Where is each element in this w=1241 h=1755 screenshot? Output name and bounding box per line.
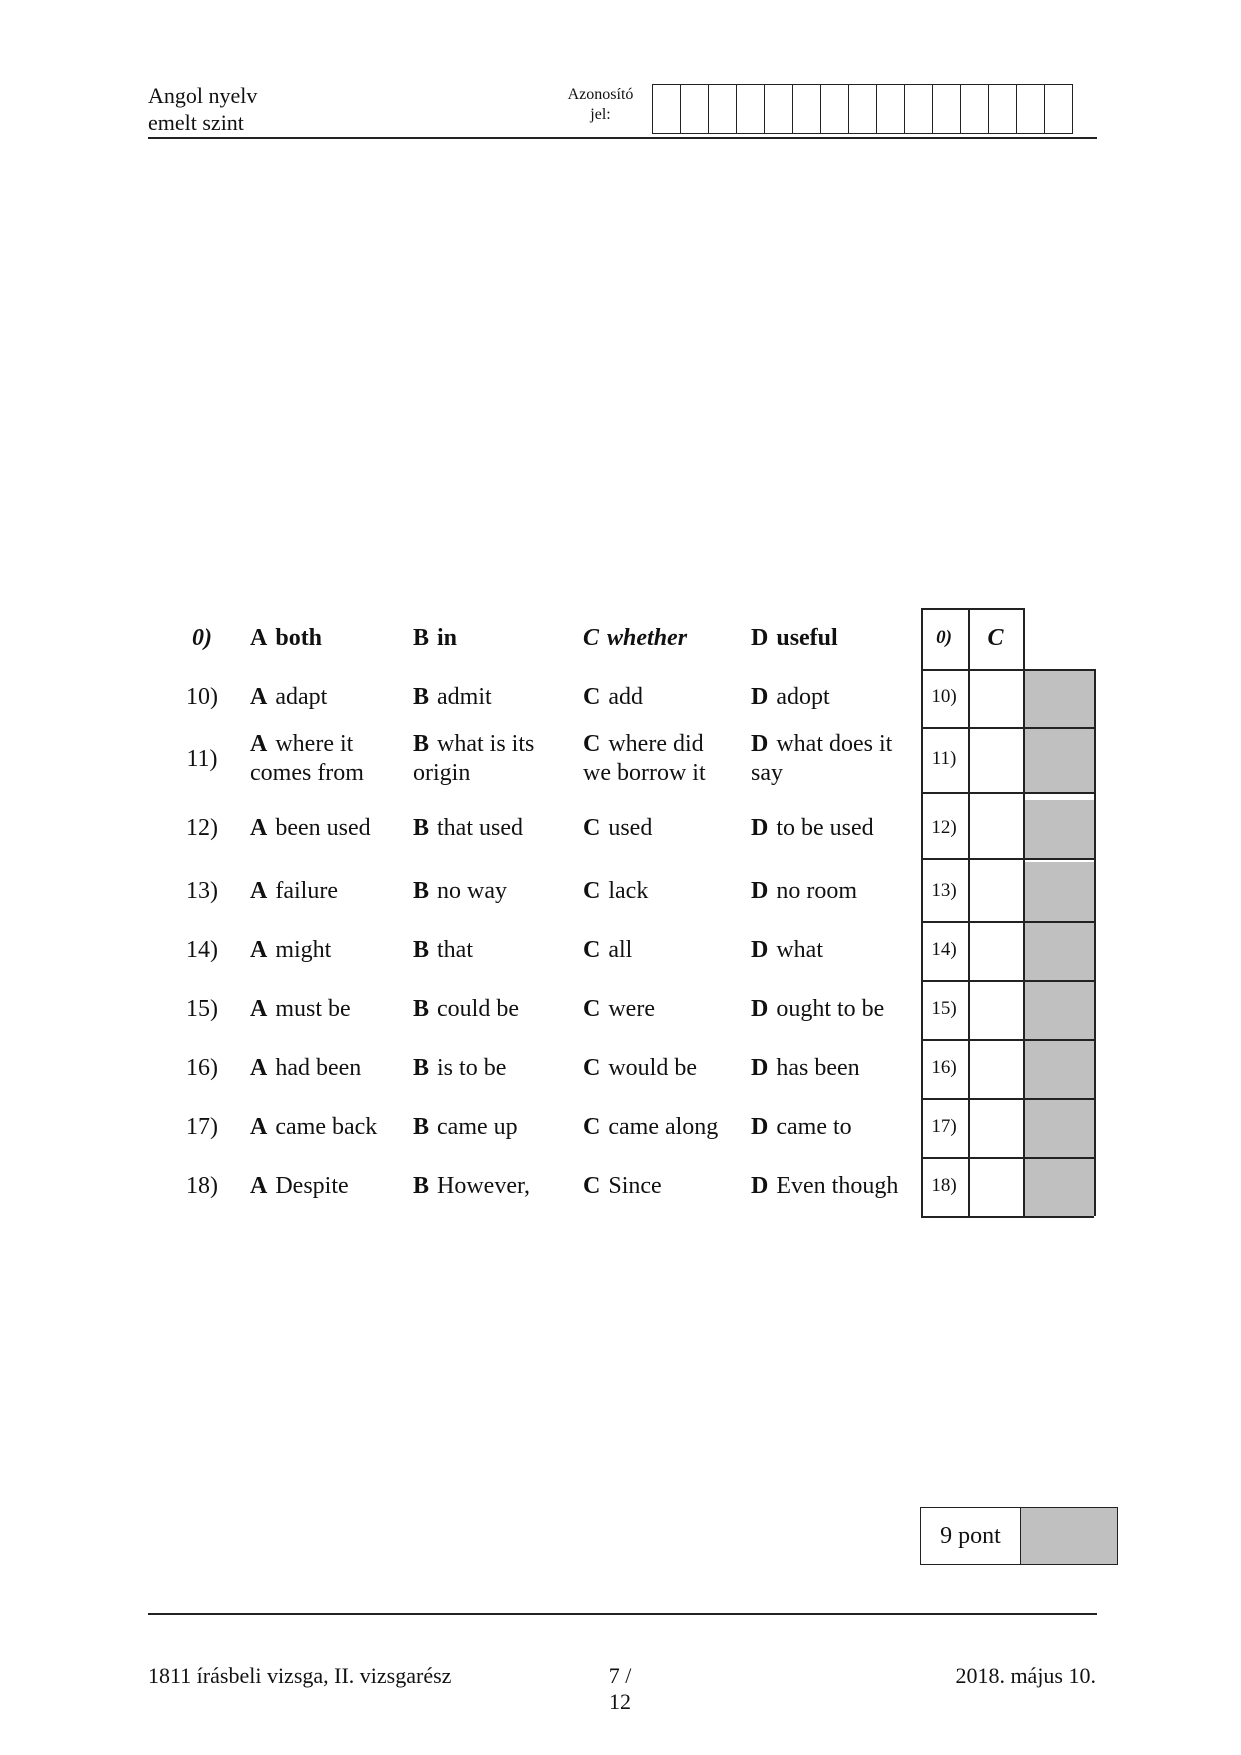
id-box[interactable]: [821, 85, 849, 133]
answer-input[interactable]: [970, 1159, 1022, 1215]
option-text: is to be: [437, 1054, 507, 1081]
question-number: 13): [186, 877, 218, 904]
footer-exam-info: 1811 írásbeli vizsga, II. vizsgarész: [148, 1663, 452, 1688]
option-letter: D: [751, 730, 769, 757]
example-option-b: [413, 624, 457, 653]
subject-title: [148, 82, 257, 136]
id-box[interactable]: [681, 85, 709, 133]
example-answer-label: 0): [936, 626, 952, 648]
option-text: been used: [275, 815, 371, 841]
question-number: 14): [186, 936, 218, 963]
option-letter: C: [583, 730, 601, 757]
option-text: Since: [608, 1172, 662, 1199]
option-text: used: [608, 815, 653, 841]
option-text: both: [275, 624, 323, 651]
option-text: might: [275, 936, 332, 963]
option-letter: D: [751, 877, 769, 904]
option-a[interactable]: [250, 814, 371, 843]
answer-input[interactable]: [970, 671, 1022, 726]
option-letter: A: [250, 1054, 268, 1081]
answer-row-label: 14): [931, 938, 957, 960]
id-box[interactable]: [737, 85, 765, 133]
option-text: in: [437, 624, 458, 651]
question-number: 11): [186, 745, 218, 772]
option-letter: A: [250, 936, 268, 963]
option-c[interactable]: [583, 936, 632, 965]
score-cell: [1023, 921, 1094, 980]
option-letter: B: [413, 684, 430, 710]
option-text: were: [608, 995, 655, 1022]
option-b[interactable]: [413, 1054, 506, 1083]
option-a[interactable]: [250, 730, 364, 788]
option-letter: A: [250, 684, 268, 710]
option-text: no way: [437, 877, 507, 904]
option-c[interactable]: [583, 995, 655, 1024]
grid-line-v: [1023, 608, 1025, 1216]
example-option-c: [583, 624, 687, 653]
option-letter: C: [583, 936, 601, 963]
option-letter: B: [413, 936, 430, 963]
page-number: 7 / 12: [608, 1663, 632, 1714]
option-a[interactable]: [250, 1172, 349, 1201]
option-b[interactable]: [413, 936, 473, 965]
option-d[interactable]: [751, 683, 830, 712]
id-box[interactable]: [793, 85, 821, 133]
option-text: came back: [275, 1113, 378, 1140]
question-number: 16): [186, 1054, 218, 1081]
option-letter: C: [583, 877, 601, 904]
option-b[interactable]: [413, 877, 507, 906]
score-label: 9 pont: [921, 1508, 1021, 1564]
option-d[interactable]: [751, 877, 857, 906]
score-field: [1021, 1508, 1117, 1564]
question-number: 10): [186, 684, 218, 710]
option-letter: A: [250, 877, 268, 904]
option-text: admit: [437, 684, 492, 710]
option-c[interactable]: [583, 1113, 718, 1142]
subject-line-2: emelt szint: [148, 110, 244, 135]
option-text: Even though: [776, 1172, 899, 1199]
option-letter: D: [751, 1054, 769, 1081]
answer-input[interactable]: [970, 1100, 1022, 1156]
answer-input[interactable]: [970, 1041, 1022, 1097]
option-letter: B: [413, 1054, 430, 1081]
option-c[interactable]: [583, 1054, 697, 1083]
option-letter: B: [413, 730, 430, 757]
option-a[interactable]: [250, 936, 331, 965]
score-cell: [1023, 727, 1094, 792]
id-box[interactable]: [653, 85, 681, 133]
id-label-line-2: jel:: [590, 106, 611, 123]
option-text-line-2: we borrow it: [583, 759, 706, 786]
option-d[interactable]: [751, 936, 823, 965]
example-option-d: [751, 624, 838, 653]
answer-row-label: 18): [931, 1174, 957, 1196]
option-text: came to: [776, 1113, 852, 1140]
option-letter: D: [751, 815, 769, 841]
option-c[interactable]: [583, 683, 643, 712]
question-number: 18): [186, 1172, 218, 1199]
answer-row-label: 15): [931, 997, 957, 1019]
option-text: came up: [437, 1113, 518, 1140]
option-text: would be: [608, 1054, 697, 1081]
score-cell: [1023, 1039, 1094, 1098]
score-cell: [1023, 800, 1094, 858]
id-box[interactable]: [709, 85, 737, 133]
answer-input[interactable]: [970, 729, 1022, 791]
id-label-line-1: Azonosító: [567, 86, 634, 103]
answer-input[interactable]: [970, 982, 1022, 1038]
option-a[interactable]: [250, 877, 338, 906]
score-box: [920, 1507, 1118, 1565]
option-b[interactable]: [413, 1172, 530, 1201]
option-d[interactable]: [751, 995, 884, 1024]
option-letter: C: [583, 1054, 601, 1081]
option-text: Despite: [275, 1172, 349, 1199]
option-letter: C: [583, 995, 601, 1022]
option-text: that used: [437, 815, 523, 841]
option-text: to be used: [776, 815, 874, 841]
answer-row-label: 17): [931, 1115, 957, 1137]
score-cell: [1023, 980, 1094, 1039]
option-a[interactable]: [250, 683, 327, 712]
option-text: useful: [776, 624, 838, 651]
option-text: no room: [776, 877, 858, 904]
option-letter: B: [413, 995, 430, 1022]
option-text: add: [608, 684, 643, 710]
option-c[interactable]: [583, 877, 648, 906]
option-letter: A: [250, 995, 268, 1022]
option-letter: D: [751, 936, 769, 963]
option-letter: C: [583, 1172, 601, 1199]
option-letter: C: [583, 815, 601, 841]
id-box[interactable]: [877, 85, 905, 133]
option-letter: B: [413, 1172, 430, 1199]
option-letter: D: [751, 624, 769, 651]
option-c[interactable]: [583, 1172, 662, 1201]
question-number: 12): [186, 815, 218, 841]
option-text: all: [608, 936, 633, 963]
example-number: 0): [192, 624, 212, 651]
id-box[interactable]: [849, 85, 877, 133]
option-text: had been: [275, 1054, 362, 1081]
score-cell: [1023, 1098, 1094, 1157]
answer-row-label: 12): [931, 817, 957, 838]
option-letter: B: [413, 1113, 430, 1140]
option-c[interactable]: [583, 730, 706, 788]
option-c[interactable]: [583, 814, 652, 843]
option-text: whether: [607, 624, 688, 651]
option-letter: D: [751, 684, 769, 710]
option-b[interactable]: [413, 814, 523, 843]
option-text: what does it: [776, 730, 893, 757]
answer-input[interactable]: [970, 864, 1022, 920]
option-text-line-2: say: [751, 759, 783, 786]
option-letter: A: [250, 1113, 268, 1140]
option-letter: B: [413, 877, 430, 904]
option-d[interactable]: [751, 1172, 898, 1201]
option-d[interactable]: [751, 814, 874, 843]
option-text: must be: [275, 995, 351, 1022]
score-cell: [1023, 1157, 1094, 1216]
option-text: adapt: [275, 684, 328, 710]
option-letter: B: [413, 815, 430, 841]
option-text-line-2: origin: [413, 759, 471, 786]
header-rule: [148, 137, 1097, 139]
option-letter: D: [751, 1113, 769, 1140]
option-letter: D: [751, 1172, 769, 1199]
grid-line-v: [1094, 669, 1096, 1216]
option-b[interactable]: [413, 683, 492, 712]
option-d[interactable]: [751, 1054, 860, 1083]
id-box[interactable]: [765, 85, 793, 133]
option-letter: A: [250, 730, 268, 757]
option-letter: A: [250, 815, 268, 841]
example-answer-value: C: [987, 624, 1004, 651]
option-d[interactable]: [751, 1113, 852, 1142]
option-d[interactable]: [751, 730, 892, 788]
option-letter: A: [250, 624, 268, 651]
option-letter: C: [583, 684, 601, 710]
option-text: that: [437, 936, 474, 963]
option-text: adopt: [776, 684, 830, 710]
score-cell: [1023, 862, 1094, 921]
option-text: could be: [437, 995, 519, 1022]
option-letter: D: [751, 995, 769, 1022]
grid-line-h: [921, 792, 1094, 794]
id-label: [553, 85, 648, 125]
answer-input[interactable]: [970, 923, 1022, 979]
answer-row-label: 13): [931, 879, 957, 901]
option-b[interactable]: [413, 995, 519, 1024]
option-text: where did: [608, 730, 704, 757]
id-box[interactable]: [1017, 85, 1045, 133]
option-text: However,: [437, 1172, 531, 1199]
grid-line-h: [921, 1216, 1094, 1218]
option-text: where it: [275, 730, 354, 757]
footer-date: 2018. május 10.: [955, 1663, 1096, 1688]
option-letter: B: [413, 624, 430, 651]
grid-line-h: [921, 858, 1094, 860]
option-letter: A: [250, 1172, 268, 1199]
subject-line-1: Angol nyelv: [148, 83, 258, 108]
id-box[interactable]: [1045, 85, 1073, 133]
option-text: came along: [608, 1113, 719, 1140]
option-a[interactable]: [250, 1113, 377, 1142]
option-text: what is its: [437, 730, 535, 757]
question-number: 17): [186, 1113, 218, 1140]
option-a[interactable]: [250, 1054, 361, 1083]
option-b[interactable]: [413, 730, 534, 788]
option-text: failure: [275, 877, 338, 904]
id-box[interactable]: [961, 85, 989, 133]
id-box[interactable]: [905, 85, 933, 133]
answer-row-label: 10): [931, 686, 957, 707]
id-box[interactable]: [989, 85, 1017, 133]
example-option-a: [250, 624, 322, 653]
footer-rule: [148, 1613, 1097, 1615]
option-letter: C: [583, 624, 600, 651]
id-box[interactable]: [933, 85, 961, 133]
id-code-boxes[interactable]: [652, 84, 1073, 134]
answer-input[interactable]: [970, 802, 1022, 857]
option-text: ought to be: [776, 995, 885, 1022]
option-text: has been: [776, 1054, 860, 1081]
grid-line-h: [921, 608, 1023, 610]
answer-row-label: 11): [931, 747, 957, 769]
question-number: 15): [186, 995, 218, 1022]
option-text: what: [776, 936, 823, 963]
option-text: lack: [608, 877, 649, 904]
option-b[interactable]: [413, 1113, 518, 1142]
option-text-line-2: comes from: [250, 759, 364, 786]
answer-row-label: 16): [931, 1056, 957, 1078]
option-a[interactable]: [250, 995, 351, 1024]
score-cell: [1023, 669, 1094, 727]
option-letter: C: [583, 1113, 601, 1140]
